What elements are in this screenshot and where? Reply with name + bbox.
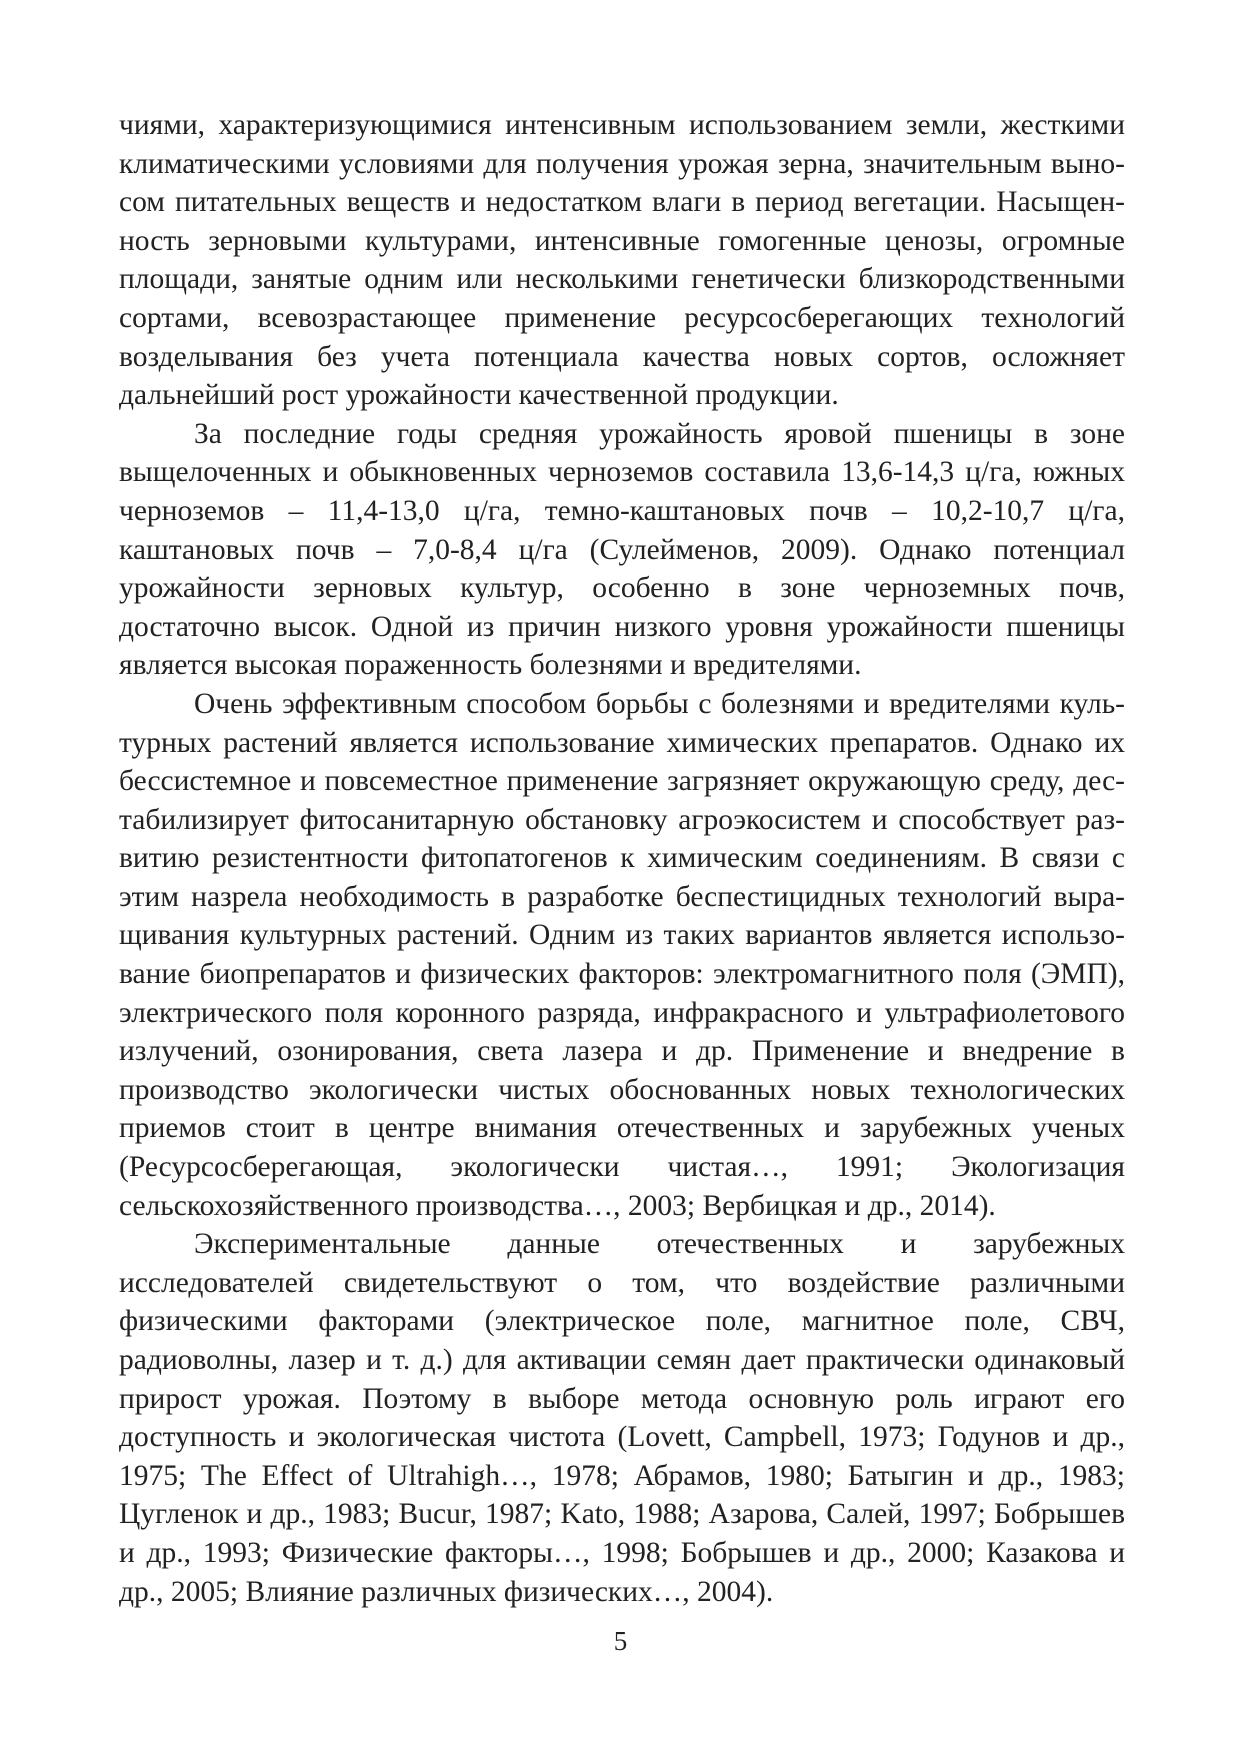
- paragraph-chemical-control: Очень эффективным способом борьбы с болезнями и вредителями культурных растений является использование химических препаратов. Однако их бессистемное и повсеместное применение загрязняет окружающую среду, дестабилизирует фитосанитарную обстановку агроэкосистем и способствует развитию резистентности фитопатогенов к химическим соединениям. В связи с этим назрела необходимость в разработке беспестицидных технологий выращивания культурных растений. Одним из таких вариантов является использование биопрепаратов и физических факторов: электромагнитного поля (ЭМП), электрического поля коронного разряда, инфракрасного и ультрафиолетового излучений, озонирования, света лазера и др. Применение и внедрение в производство экологически чистых обоснованных новых технологических приемов стоит в центре внимания отечественных и зарубежных ученых (Ресурсосберегающая, экологически чистая…, 1991; Экологизация сельскохозяйственного производства…, 2003; Вербицкая и др., 2014).: [119, 687, 1125, 1222]
- page-body: [119, 106, 1125, 1611]
- paragraph-continuation: чиями, характеризующимися интенсивным использованием земли, жесткими климатическими условиями для получения урожая зерна, значительным выносом питательных веществ и недостатком влаги в период вегетации. Насыщенность зерновыми культурами, интенсивные гомогенные ценозы, огромные площади, занятые одним или несколькими генетически близкородственными сортами, всевозрастающее применение ресурсосберегающих технологий возделывания без учета потенциала качества новых сортов, осложняет дальнейший рост урожайности качественной продукции.: [119, 109, 1125, 412]
- paragraph-yield-statistics: За последние годы средняя урожайность яровой пшеницы в зоне выщелоченных и обыкновенных черноземов составила 13,6-14,3 ц/га, южных черноземов – 11,4-13,0 ц/га, темно-каштановых почв – 10,2-10,7 ц/га, каштановых почв – 7,0-8,4 ц/га (Сулейменов, 2009). Однако потенциал урожайности зерновых культур, особенно в зоне черноземных почв, достаточно высок. Одной из причин низкого уровня урожайности пшеницы является высокая пораженность болезнями и вредителями.: [119, 417, 1125, 682]
- paragraph-physical-factors: Экспериментальные данные отечественных и зарубежных исследователей свидетельствуют о том, что воздействие различными физическими факторами (электрическое поле, магнитное поле, СВЧ, радиоволны, лазер и т. д.) для активации семян дает практически одинаковый прирост урожая. Поэтому в выборе метода основную роль играют его доступность и экологическая чистота (Lovett, Campbell, 1973; Годунов и др., 1975; The Effect of Ultrahigh…, 1978; Абрамов, 1980; Батыгин и др., 1983; Цугленок и др., 1983; Bucur, 1987; Kato, 1988; Азарова, Салей, 1997; Бобрышев и др., 1993; Физические факторы…, 1998; Бобрышев и др., 2000; Казакова и др., 2005; Влияние различных физических…, 2004).: [119, 1228, 1125, 1608]
- page-number: 5: [613, 1626, 628, 1656]
